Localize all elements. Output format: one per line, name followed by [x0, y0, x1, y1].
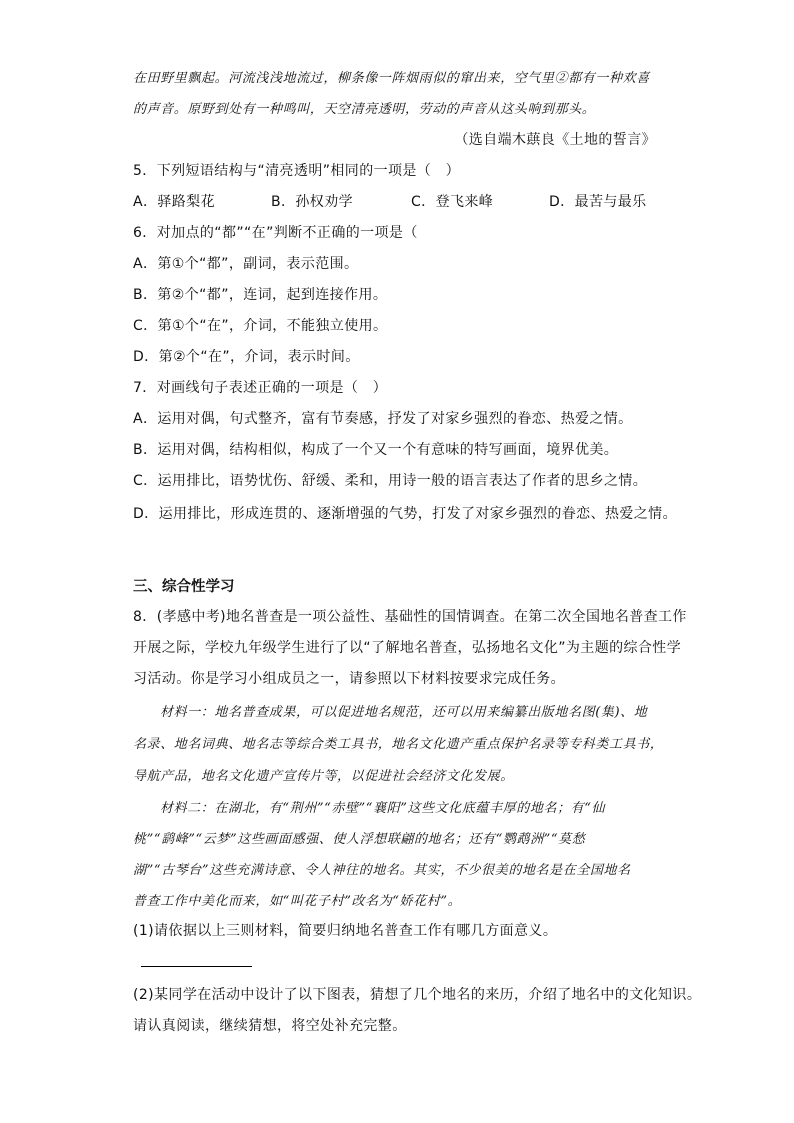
passage-line-2: 的声音。原野到处有一种鸣叫，天空清亮透明，劳动的声音从这头响到那头。: [133, 102, 596, 117]
question-8-sub-2-line-2: 请认真阅读，继续猜想，将空处补充完整。: [133, 1018, 407, 1034]
material-1-line-3: 导航产品，地名文化遗产宣传片等，以促进社会经济文化发展。: [133, 769, 514, 784]
question-5-options: [133, 191, 647, 211]
question-5-option-d: D．最苦与最乐: [549, 194, 647, 210]
question-5-option-b: B．孙权劝学: [271, 194, 354, 210]
question-7-option-c: C．运用排比，语势忧伤、舒缓、柔和，用诗一般的语言表达了作者的思乡之情。: [133, 473, 648, 489]
question-5-stem: 5．下列短语结构与“清亮透明”相同的一项是（ ）: [133, 163, 461, 179]
question-8-intro-line-1: 8．(孝感中考)地名普查是一项公益性、基础性的国情调查。在第二次全国地名普查工作: [133, 609, 687, 625]
question-8-sub-2-line-1: (2)某同学在活动中设计了以下图表，猜想了几个地名的来历，介绍了地名中的文化知识。: [133, 987, 702, 1003]
question-8-intro-line-2: 开展之际，学校九年级学生进行了以“了解地名普查，弘扬地名文化”为主题的综合性学: [133, 640, 682, 656]
question-6-stem: 6．对加点的“都”“在”判断不正确的一项是（: [133, 225, 418, 241]
question-7-option-d: D．运用排比，形成连贯的、逐渐增强的气势，打发了对家乡强烈的眷恋、热爱之情。: [133, 506, 677, 522]
passage-line-1: 在田野里飘起。河流浅浅地流过，柳条像一阵烟雨似的窜出来，空气里②都有一种欢喜: [133, 71, 650, 86]
material-2-line-2: 桃”“鹞峰”“云梦”这些画面感强、使人浮想联翩的地名；还有“鹦鹉洲”“莫愁: [133, 832, 586, 847]
section-3-heading: 三、综合性学习: [133, 579, 235, 595]
question-8-sub-1: (1)请依据以上三则材料，简要归纳地名普查工作有哪几方面意义。: [133, 923, 558, 939]
material-2-line-3: 湖”“古琴台”这些充满诗意、令人神往的地名。其实，不少很美的地名是在全国地名: [133, 863, 631, 878]
material-1-line-2: 名录、地名词典、地名志等综合类工具书，地名文化遗产重点保护名录等专科类工具书，: [133, 737, 664, 752]
question-6-option-b: B．第②个“都”，连词，起到连接作用。: [133, 287, 388, 303]
material-2-line-1: 材料二：在湖北，有“荆州”“赤壁”“襄阳”这些文化底蕴丰厚的地名；有“仙: [160, 801, 606, 816]
material-2-line-4: 普查工作中美化而来，如“叫花子村”改名为“娇花村”。: [133, 894, 462, 909]
question-7-option-a: A．运用对偶，句式整齐，富有节奏感，抒发了对家乡强烈的眷恋、热爱之情。: [133, 411, 633, 427]
passage-source: （选自端木蕻良《土地的誓言》: [454, 132, 656, 148]
question-6-option-a: A．第①个“都”，副词，表示范围。: [133, 256, 359, 272]
question-8-intro-line-3: 习活动。你是学习小组成员之一，请参照以下材料按要求完成任务。: [133, 671, 565, 687]
question-5-option-c: C．登飞来峰: [411, 194, 494, 210]
question-7-option-b: B．运用对偶，结构相似，构成了一个又一个有意味的特写画面，境界优美。: [133, 442, 619, 458]
material-1-line-1: 材料一：地名普查成果，可以促进地名规范，还可以用来编纂出版地名图(集)、地: [160, 705, 648, 720]
question-7-stem: 7．对画线句子表述正确的一项是（ ）: [133, 380, 388, 396]
question-6-option-c: C．第①个“在”，介词，不能独立使用。: [133, 318, 388, 334]
answer-blank-line: [141, 966, 252, 967]
question-6-option-d: D．第②个“在”，介词，表示时间。: [133, 349, 360, 365]
question-5-option-a: A．驿路梨花: [133, 194, 215, 210]
